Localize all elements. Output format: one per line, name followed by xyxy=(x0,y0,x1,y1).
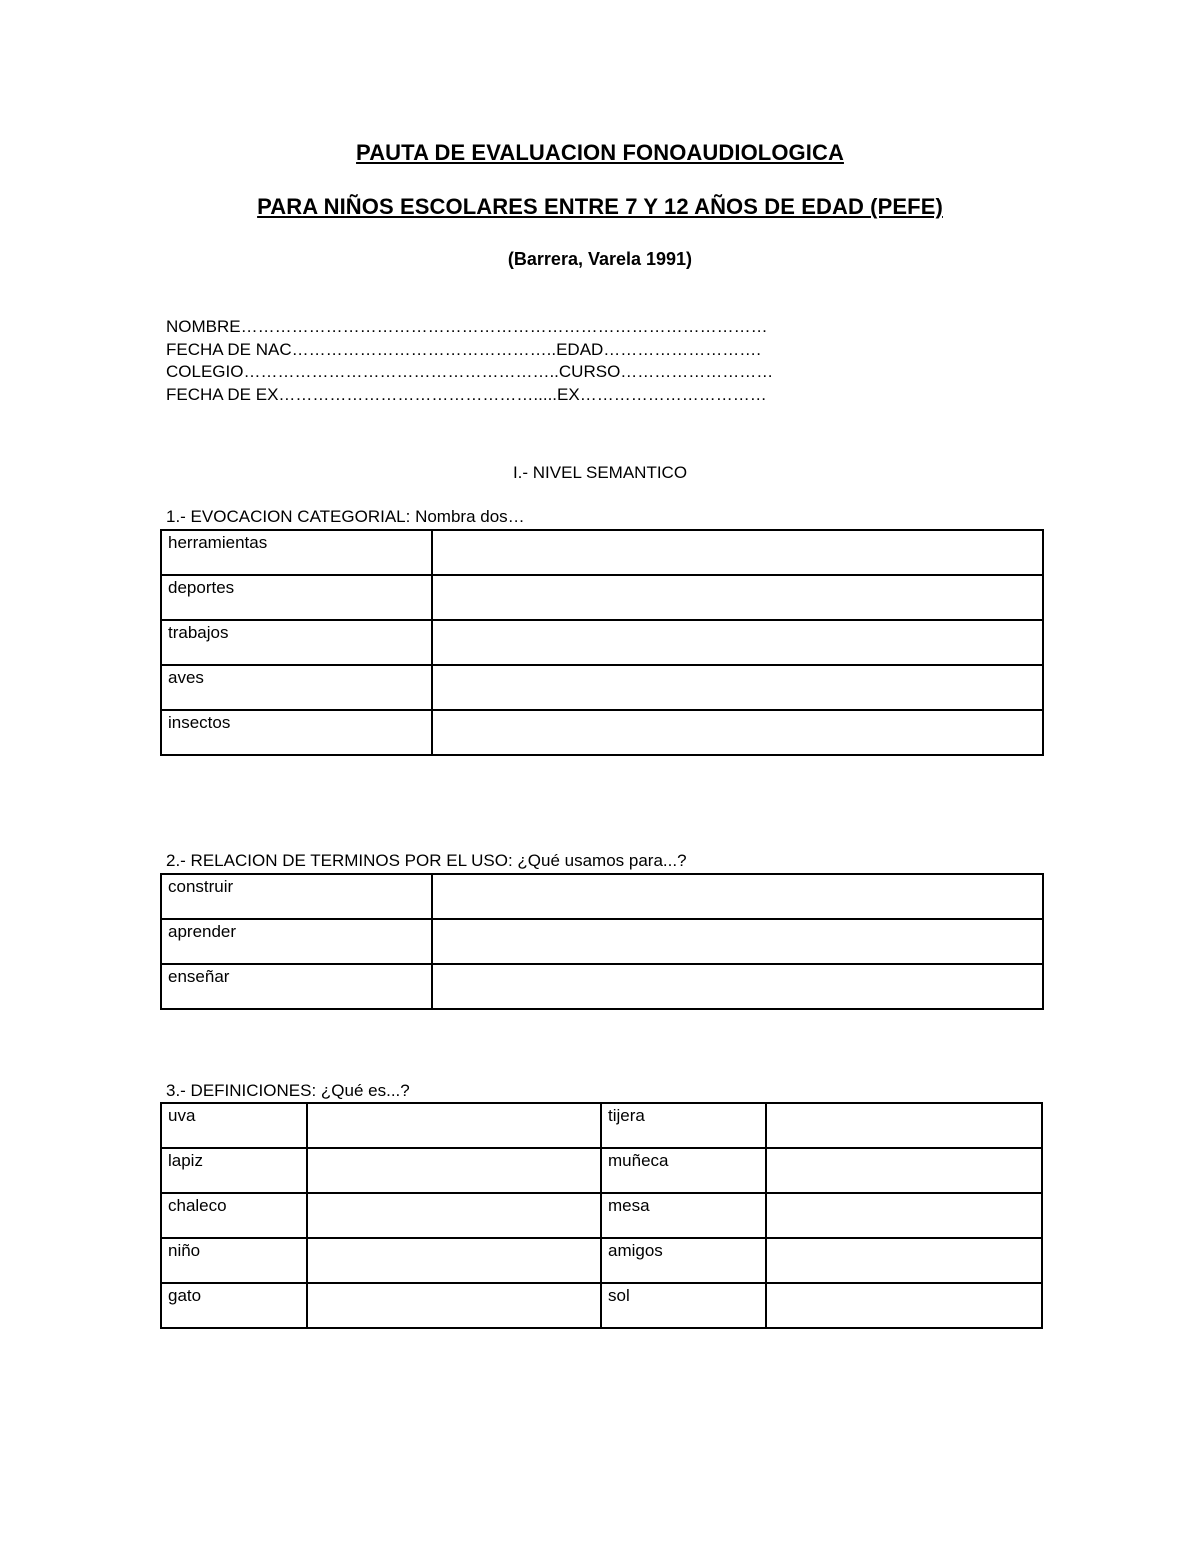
answer-cell[interactable] xyxy=(766,1103,1042,1148)
item3-left-label: uva xyxy=(161,1103,307,1148)
item1-table xyxy=(160,529,1044,756)
item3-left-label: gato xyxy=(161,1283,307,1328)
answer-cell[interactable] xyxy=(307,1103,601,1148)
document-subtitle: PARA NIÑOS ESCOLARES ENTRE 7 Y 12 AÑOS DE EDAD (PEFE) xyxy=(257,194,943,219)
item2-label: construir xyxy=(161,874,432,919)
item3-table xyxy=(160,1102,1043,1329)
answer-cell[interactable] xyxy=(432,620,1043,665)
answer-cell[interactable] xyxy=(766,1238,1042,1283)
answer-cell[interactable] xyxy=(432,665,1043,710)
answer-cell[interactable] xyxy=(766,1283,1042,1328)
table-row xyxy=(161,575,1043,620)
table-row xyxy=(161,1238,1042,1283)
item2-label: enseñar xyxy=(161,964,432,1009)
table-row xyxy=(161,964,1043,1009)
item2-heading: 2.- RELACION DE TERMINOS POR EL USO: ¿Qué usamos para...? xyxy=(166,851,687,870)
table-row xyxy=(161,710,1043,755)
item2-label: aprender xyxy=(161,919,432,964)
answer-cell[interactable] xyxy=(307,1238,601,1283)
section-heading-semantico: I.- NIVEL SEMANTICO xyxy=(512,463,688,482)
table-row xyxy=(161,1103,1042,1148)
field-nombre: NOMBRE………………………………………………………………………………… xyxy=(166,317,768,336)
item1-heading: 1.- EVOCACION CATEGORIAL: Nombra dos… xyxy=(166,507,525,526)
table-row xyxy=(161,1148,1042,1193)
item3-left-label: lapiz xyxy=(161,1148,307,1193)
answer-cell[interactable] xyxy=(307,1283,601,1328)
answer-cell[interactable] xyxy=(766,1193,1042,1238)
item1-label: insectos xyxy=(161,710,432,755)
table-row xyxy=(161,1193,1042,1238)
table-row xyxy=(161,919,1043,964)
item1-label: aves xyxy=(161,665,432,710)
item1-label: deportes xyxy=(161,575,432,620)
item3-left-label: niño xyxy=(161,1238,307,1283)
document-reference: (Barrera, Varela 1991) xyxy=(507,249,693,269)
answer-cell[interactable] xyxy=(432,919,1043,964)
answer-cell[interactable] xyxy=(432,710,1043,755)
table-row xyxy=(161,1283,1042,1328)
answer-cell[interactable] xyxy=(432,964,1043,1009)
table-row xyxy=(161,620,1043,665)
item3-right-label: mesa xyxy=(601,1193,766,1238)
item3-heading: 3.- DEFINICIONES: ¿Qué es...? xyxy=(166,1081,410,1100)
item3-right-label: tijera xyxy=(601,1103,766,1148)
table-row xyxy=(161,530,1043,575)
answer-cell[interactable] xyxy=(432,874,1043,919)
answer-cell[interactable] xyxy=(307,1193,601,1238)
item2-table xyxy=(160,873,1044,1010)
answer-cell[interactable] xyxy=(432,575,1043,620)
item3-right-label: amigos xyxy=(601,1238,766,1283)
answer-cell[interactable] xyxy=(307,1148,601,1193)
item3-right-label: sol xyxy=(601,1283,766,1328)
patient-fields xyxy=(166,316,773,406)
field-fecha-ex-ex: FECHA DE EX……………………………………….....EX…………………………… xyxy=(166,384,767,404)
answer-cell[interactable] xyxy=(432,530,1043,575)
field-fecha-nac-edad: FECHA DE NAC………………………………………..EDAD………………………. xyxy=(166,339,762,359)
document-title: PAUTA DE EVALUACION FONOAUDIOLOGICA xyxy=(356,140,844,165)
table-row xyxy=(161,874,1043,919)
item1-label: herramientas xyxy=(161,530,432,575)
item3-left-label: chaleco xyxy=(161,1193,307,1238)
answer-cell[interactable] xyxy=(766,1148,1042,1193)
table-row xyxy=(161,665,1043,710)
field-colegio-curso: COLEGIO………………………………………………..CURSO……………………… xyxy=(166,362,774,381)
item1-label: trabajos xyxy=(161,620,432,665)
item3-right-label: muñeca xyxy=(601,1148,766,1193)
